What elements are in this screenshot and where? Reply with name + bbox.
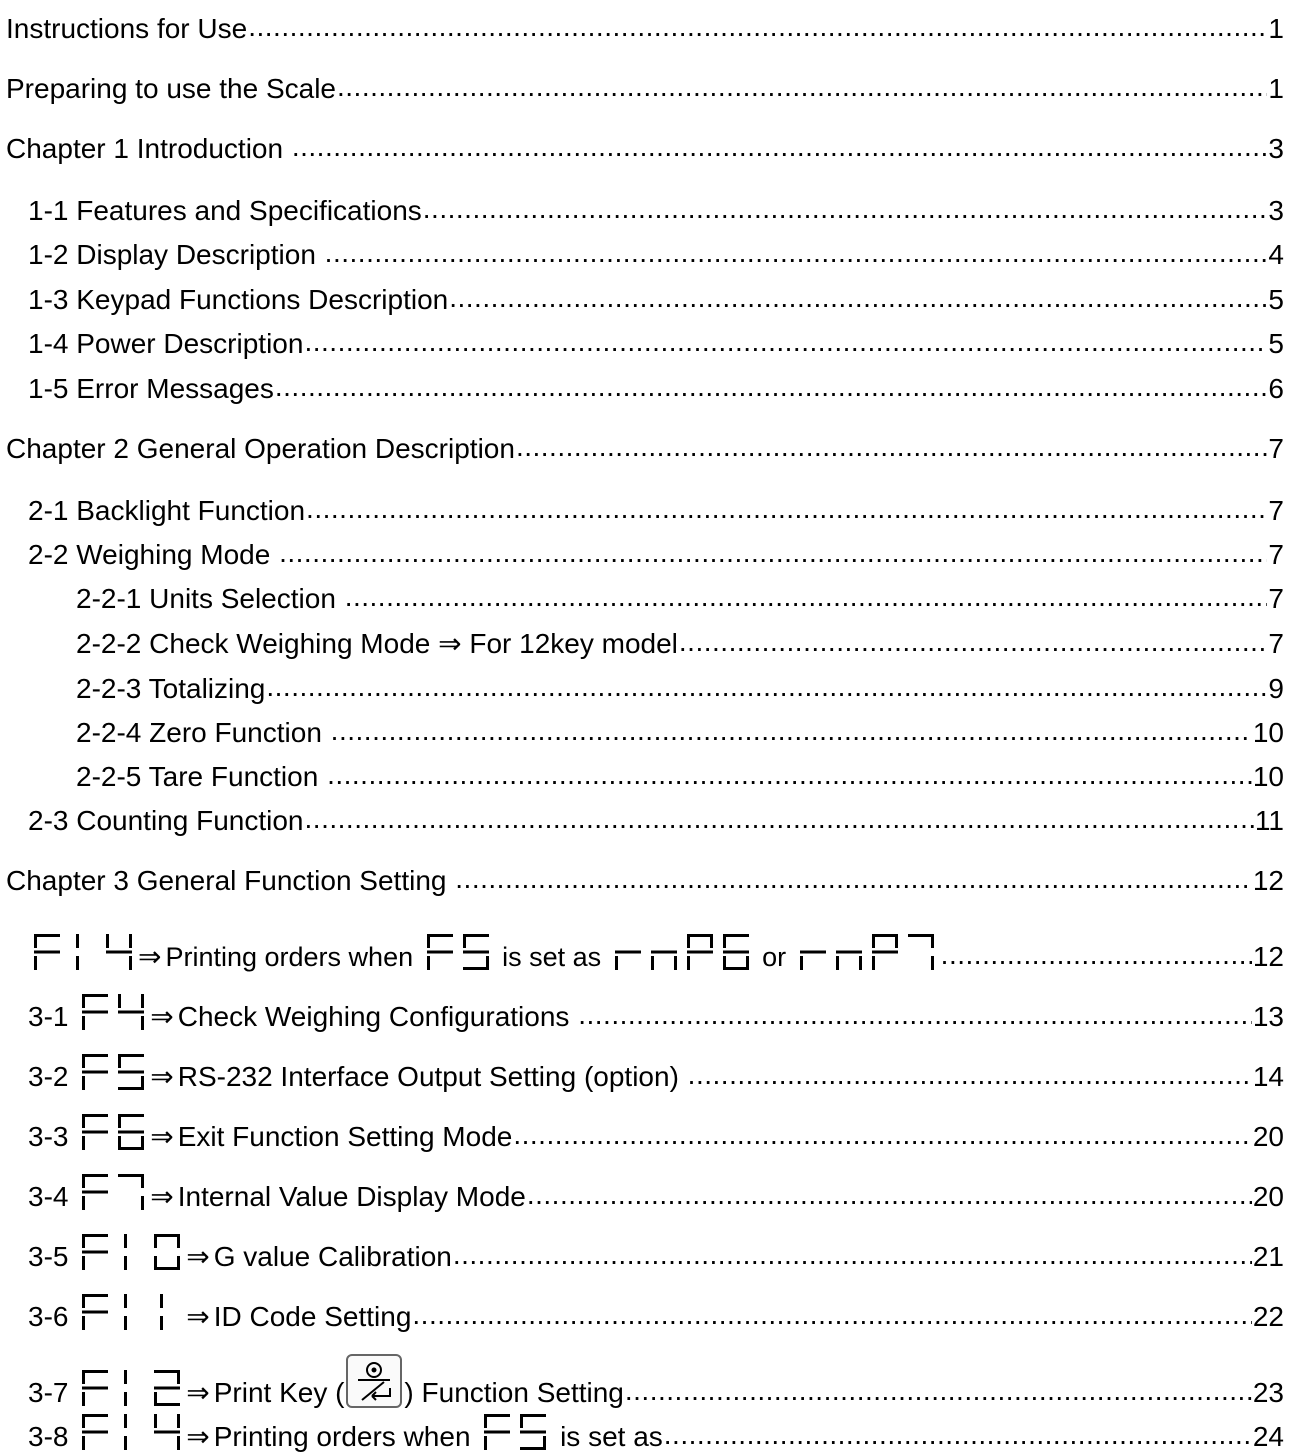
segment xyxy=(82,1294,108,1297)
segment xyxy=(34,956,37,970)
toc-page-number: 13 xyxy=(1252,1001,1284,1032)
segment xyxy=(520,1447,546,1450)
segment xyxy=(427,956,430,970)
segment xyxy=(82,1294,85,1308)
toc-page-number: 10 xyxy=(1252,761,1284,792)
dot-leader xyxy=(292,130,1268,158)
dot-leader xyxy=(412,1298,1251,1326)
segment xyxy=(687,956,690,970)
toc-page-number: 20 xyxy=(1252,1181,1284,1212)
segment xyxy=(520,1431,546,1434)
dot-leader xyxy=(688,1058,1252,1086)
segment xyxy=(484,1414,510,1417)
dot-leader xyxy=(423,192,1268,220)
segment xyxy=(177,1234,180,1248)
dot-leader xyxy=(449,281,1267,309)
segment xyxy=(427,934,430,948)
segment xyxy=(427,951,453,954)
dot-leader xyxy=(275,370,1268,398)
segment xyxy=(118,1114,121,1128)
toc-page-number: 1 xyxy=(1268,13,1284,44)
toc-entry-chapter-1[interactable] xyxy=(0,130,1284,165)
segment xyxy=(76,956,79,970)
segment xyxy=(141,1196,144,1210)
segment xyxy=(520,1414,523,1428)
segment xyxy=(872,934,898,937)
segment xyxy=(710,934,713,948)
toc-entry-chapter-2[interactable] xyxy=(0,430,1284,465)
toc-label: 2-2-5 Tare Function xyxy=(76,761,327,792)
seven-seg-display xyxy=(82,1114,144,1150)
seven-seg-code xyxy=(615,934,749,970)
segment xyxy=(895,934,898,948)
toc-label: 1-3 Keypad Functions Description xyxy=(28,284,449,315)
segment xyxy=(160,1316,163,1330)
segment xyxy=(687,951,713,954)
segment xyxy=(463,934,466,948)
toc-section-number: 3-6 xyxy=(28,1301,77,1332)
segment xyxy=(106,934,109,948)
segment xyxy=(124,1234,127,1248)
segment xyxy=(615,956,618,970)
seven-seg-display xyxy=(82,1054,144,1090)
segment xyxy=(82,1387,108,1390)
toc-page-number: 1 xyxy=(1268,73,1284,104)
toc-entry-2-2-3[interactable] xyxy=(0,670,1284,705)
seven-seg-display xyxy=(800,934,934,970)
segment xyxy=(82,1196,85,1210)
segment xyxy=(82,1311,108,1314)
arrow-icon: ⇒ xyxy=(138,941,162,972)
toc-label: G value Calibration xyxy=(213,1241,452,1272)
toc-label: 1-2 Display Description xyxy=(28,239,324,270)
dot-leader xyxy=(305,802,1254,830)
segment xyxy=(908,934,934,937)
segment xyxy=(520,1414,546,1417)
seven-seg-code xyxy=(82,1114,144,1150)
segment xyxy=(82,1234,85,1248)
segment xyxy=(177,1436,180,1450)
dot-leader xyxy=(453,1238,1252,1266)
toc-page-number: 21 xyxy=(1252,1241,1284,1272)
segment xyxy=(154,1256,157,1270)
toc-label: 2-2-2 Check Weighing Mode ⇒ For 12key model xyxy=(76,628,678,659)
segment xyxy=(118,1131,144,1134)
toc-page-number: 6 xyxy=(1268,373,1284,404)
toc-label: 2-3 Counting Function xyxy=(28,805,304,836)
dot-leader xyxy=(266,670,1267,698)
toc-label: Print Key ( xyxy=(213,1377,345,1408)
toc-label: 2-2-4 Zero Function xyxy=(76,717,330,748)
segment xyxy=(687,934,713,937)
toc-page-number: 3 xyxy=(1268,133,1284,164)
toc-entry-2-2[interactable] xyxy=(0,536,1284,571)
segment xyxy=(82,1054,108,1057)
toc-page-number: 10 xyxy=(1252,717,1284,748)
toc-section-number: 3-1 xyxy=(28,1001,77,1032)
toc-page-number: 20 xyxy=(1252,1121,1284,1152)
segment xyxy=(687,934,690,948)
dot-leader xyxy=(516,430,1267,458)
dot-leader xyxy=(331,714,1252,742)
seven-seg-display xyxy=(82,1234,180,1270)
toc-label: or xyxy=(754,942,794,972)
segment xyxy=(34,951,60,954)
dot-leader xyxy=(578,998,1252,1026)
toc-page-number: 4 xyxy=(1268,239,1284,270)
toc-label: ) Function Setting xyxy=(404,1377,624,1408)
seven-seg-code xyxy=(800,934,934,970)
seven-seg-display xyxy=(427,934,489,970)
seven-seg-code xyxy=(82,1370,180,1406)
seven-seg-display xyxy=(615,934,749,970)
toc-label: 2-2 Weighing Mode xyxy=(28,539,279,570)
toc-entry-3-8[interactable] xyxy=(0,1410,1284,1453)
arrow-icon: ⇒ xyxy=(186,1421,210,1452)
segment xyxy=(141,1136,144,1150)
toc-label: 2-2-1 Units Selection xyxy=(76,583,344,614)
dot-leader xyxy=(327,758,1252,786)
seven-seg-code xyxy=(82,994,144,1030)
toc-page-number: 7 xyxy=(1268,583,1284,614)
segment xyxy=(82,1174,108,1177)
segment xyxy=(82,1431,108,1434)
toc-label: Printing orders when xyxy=(213,1421,479,1452)
segment xyxy=(872,951,898,954)
seven-seg-display xyxy=(82,1174,144,1210)
segment xyxy=(723,934,749,937)
arrow-icon: ⇒ xyxy=(150,1061,174,1092)
segment xyxy=(118,1174,144,1177)
segment xyxy=(141,1016,144,1030)
segment xyxy=(34,934,60,937)
segment xyxy=(82,1436,85,1450)
toc-entry-f14-printing[interactable] xyxy=(0,930,1284,973)
segment xyxy=(859,956,862,970)
toc-entry-2-2-4[interactable] xyxy=(0,714,1284,749)
segment xyxy=(82,1131,108,1134)
toc-entry-3-7[interactable] xyxy=(0,1350,1284,1409)
toc-label: Internal Value Display Mode xyxy=(177,1181,526,1212)
toc-entry-1-1[interactable] xyxy=(0,192,1284,227)
segment xyxy=(82,1370,85,1384)
dot-leader xyxy=(345,580,1268,608)
segment xyxy=(118,1071,144,1074)
toc-entry-2-2-5[interactable] xyxy=(0,758,1284,793)
segment xyxy=(82,1054,85,1068)
toc-section-number: 3-3 xyxy=(28,1121,77,1152)
segment xyxy=(154,1403,180,1406)
segment xyxy=(463,934,489,937)
segment xyxy=(76,934,79,948)
toc-entry-1-4[interactable] xyxy=(0,325,1284,360)
segment xyxy=(118,1054,121,1068)
arrow-icon: ⇒ xyxy=(150,1121,174,1152)
segment xyxy=(82,1174,85,1188)
segment xyxy=(723,951,749,954)
segment xyxy=(463,967,489,970)
toc-label: 2-1 Backlight Function xyxy=(28,495,306,526)
dot-leader xyxy=(664,1418,1252,1446)
toc-page-number: 7 xyxy=(1268,495,1284,526)
seven-seg-code xyxy=(82,1234,180,1270)
segment xyxy=(82,994,85,1008)
segment xyxy=(82,1251,108,1254)
seven-seg-code xyxy=(82,1174,144,1210)
dot-leader xyxy=(304,325,1267,353)
segment xyxy=(154,1431,180,1434)
seven-seg-display xyxy=(82,1414,180,1450)
seven-seg-code xyxy=(82,1054,144,1090)
segment xyxy=(177,1414,180,1428)
segment xyxy=(118,1147,144,1150)
segment xyxy=(800,951,826,954)
dot-leader xyxy=(248,10,1267,38)
toc-entry-chapter-3[interactable] xyxy=(0,862,1284,897)
toc-label: 1-4 Power Description xyxy=(28,328,304,359)
toc-label: Instructions for Use xyxy=(6,13,248,44)
segment xyxy=(82,1414,85,1428)
segment xyxy=(931,934,934,948)
segment xyxy=(141,994,144,1008)
segment xyxy=(124,1436,127,1450)
segment xyxy=(106,951,132,954)
segment xyxy=(82,1392,85,1406)
segment xyxy=(872,956,875,970)
segment xyxy=(82,1234,108,1237)
toc-entry-3-4[interactable] xyxy=(0,1170,1284,1213)
toc-entry-3-5[interactable] xyxy=(0,1230,1284,1273)
toc-entry-2-3[interactable] xyxy=(0,802,1284,837)
seven-seg-code xyxy=(484,1414,546,1450)
segment xyxy=(118,994,121,1008)
toc-page-number: 24 xyxy=(1252,1421,1284,1452)
toc-entry-3-3[interactable] xyxy=(0,1110,1284,1153)
dot-leader xyxy=(679,625,1268,653)
seven-seg-display xyxy=(34,934,132,970)
toc-label: Preparing to use the Scale xyxy=(6,73,336,104)
segment xyxy=(129,956,132,970)
segment xyxy=(836,956,839,970)
segment xyxy=(154,1414,157,1428)
segment xyxy=(82,1414,108,1417)
toc-label: is set as xyxy=(494,942,609,972)
segment xyxy=(177,1370,180,1384)
segment xyxy=(931,956,934,970)
segment xyxy=(836,951,862,954)
dot-leader xyxy=(455,862,1252,890)
toc-label: Printing orders when xyxy=(165,942,421,972)
segment xyxy=(124,1392,127,1406)
segment xyxy=(800,956,803,970)
segment xyxy=(82,1136,85,1150)
segment xyxy=(463,951,489,954)
segment xyxy=(723,967,749,970)
toc-label: 2-2-3 Totalizing xyxy=(76,673,266,704)
seven-seg-code xyxy=(427,934,489,970)
toc-section-number: 3-8 xyxy=(28,1421,77,1452)
toc-page-number: 22 xyxy=(1252,1301,1284,1332)
dot-leader xyxy=(941,938,1252,966)
seven-seg-display xyxy=(484,1414,546,1450)
segment xyxy=(141,1174,144,1188)
toc-label: 1-5 Error Messages xyxy=(28,373,274,404)
toc-page-number: 7 xyxy=(1268,628,1284,659)
segment xyxy=(124,1256,127,1270)
arrow-icon: ⇒ xyxy=(186,1241,210,1272)
dot-leader xyxy=(513,1118,1252,1146)
toc-label: Chapter 3 General Function Setting xyxy=(6,865,455,896)
toc-page-number: 14 xyxy=(1252,1061,1284,1092)
toc-page-number: 7 xyxy=(1268,433,1284,464)
seven-seg-code xyxy=(82,1414,180,1450)
segment xyxy=(124,1414,127,1428)
segment xyxy=(484,1431,510,1434)
seven-seg-display xyxy=(82,994,144,1030)
segment xyxy=(82,1256,85,1270)
segment xyxy=(82,1016,85,1030)
toc-label: RS-232 Interface Output Setting (option) xyxy=(177,1061,687,1092)
arrow-icon: ⇒ xyxy=(150,1001,174,1032)
segment xyxy=(34,934,37,948)
toc-section-number: 3-7 xyxy=(28,1377,77,1408)
segment xyxy=(154,1370,180,1373)
dot-leader xyxy=(325,236,1268,264)
toc-entry-1-2[interactable] xyxy=(0,236,1284,271)
segment xyxy=(124,1316,127,1330)
segment xyxy=(154,1267,180,1270)
segment xyxy=(651,951,677,954)
toc-page-number: 5 xyxy=(1268,328,1284,359)
seven-seg-code xyxy=(82,1294,180,1330)
toc-label: ID Code Setting xyxy=(213,1301,412,1332)
segment xyxy=(427,934,453,937)
dot-leader xyxy=(337,70,1267,98)
toc-entry-2-2-1[interactable] xyxy=(0,580,1284,615)
segment xyxy=(723,934,726,948)
print-key-icon xyxy=(346,1354,402,1408)
arrow-icon: ⇒ xyxy=(150,1181,174,1212)
segment xyxy=(484,1436,487,1450)
segment xyxy=(651,956,654,970)
toc-label: Exit Function Setting Mode xyxy=(177,1121,513,1152)
toc-label: Chapter 1 Introduction xyxy=(6,133,291,164)
dot-leader xyxy=(625,1374,1252,1402)
dot-leader xyxy=(306,492,1267,520)
segment xyxy=(615,951,641,954)
toc-entry-1-5[interactable] xyxy=(0,370,1284,405)
toc-entry-3-1[interactable] xyxy=(0,990,1284,1033)
toc-page-number: 11 xyxy=(1254,805,1284,836)
toc-section-number: 3-2 xyxy=(28,1061,77,1092)
segment xyxy=(674,956,677,970)
segment xyxy=(118,1011,144,1014)
toc-page-number: 9 xyxy=(1268,673,1284,704)
segment xyxy=(154,1234,157,1248)
toc-entry-2-1[interactable] xyxy=(0,492,1284,527)
arrow-icon: ⇒ xyxy=(186,1301,210,1332)
seven-seg-code xyxy=(34,934,132,970)
toc-entry-3-6[interactable] xyxy=(0,1290,1284,1333)
segment xyxy=(82,1191,108,1194)
segment xyxy=(154,1234,180,1237)
toc-page-number: 3 xyxy=(1268,195,1284,226)
segment xyxy=(82,1370,108,1373)
toc-entry-instructions[interactable] xyxy=(0,10,1284,45)
dot-leader xyxy=(279,536,1267,564)
segment xyxy=(118,1087,144,1090)
toc-label: Check Weighing Configurations xyxy=(177,1001,578,1032)
toc-page-number: 7 xyxy=(1268,539,1284,570)
segment xyxy=(129,934,132,948)
segment xyxy=(82,1011,108,1014)
segment xyxy=(484,1414,487,1428)
toc-entry-preparing[interactable] xyxy=(0,70,1284,105)
dot-leader xyxy=(527,1178,1252,1206)
segment xyxy=(124,1294,127,1308)
segment xyxy=(872,934,875,948)
toc-page-number: 12 xyxy=(1252,941,1284,972)
segment xyxy=(154,1387,180,1390)
segment xyxy=(160,1294,163,1308)
segment xyxy=(118,1054,144,1057)
segment xyxy=(82,994,108,997)
segment xyxy=(746,956,749,970)
toc-section-number: 3-5 xyxy=(28,1241,77,1272)
segment xyxy=(124,1370,127,1384)
toc-label: is set as xyxy=(552,1421,663,1452)
segment xyxy=(82,1114,108,1117)
toc-page-number: 5 xyxy=(1268,284,1284,315)
toc-page-number: 12 xyxy=(1252,865,1284,896)
toc-label: 1-1 Features and Specifications xyxy=(28,195,422,226)
segment xyxy=(82,1316,85,1330)
toc-label: Chapter 2 General Operation Description xyxy=(6,433,515,464)
segment xyxy=(82,1071,108,1074)
seven-seg-display xyxy=(82,1370,180,1406)
segment xyxy=(118,1114,144,1117)
arrow-icon: ⇒ xyxy=(186,1377,210,1408)
toc-entry-3-2[interactable] xyxy=(0,1050,1284,1093)
toc-page-number: 23 xyxy=(1252,1377,1284,1408)
toc-entry-2-2-2[interactable] xyxy=(0,625,1284,660)
toc-entry-1-3[interactable] xyxy=(0,281,1284,316)
segment xyxy=(82,1114,85,1128)
segment xyxy=(82,1076,85,1090)
seven-seg-display xyxy=(82,1294,180,1330)
toc-section-number: 3-4 xyxy=(28,1181,77,1212)
